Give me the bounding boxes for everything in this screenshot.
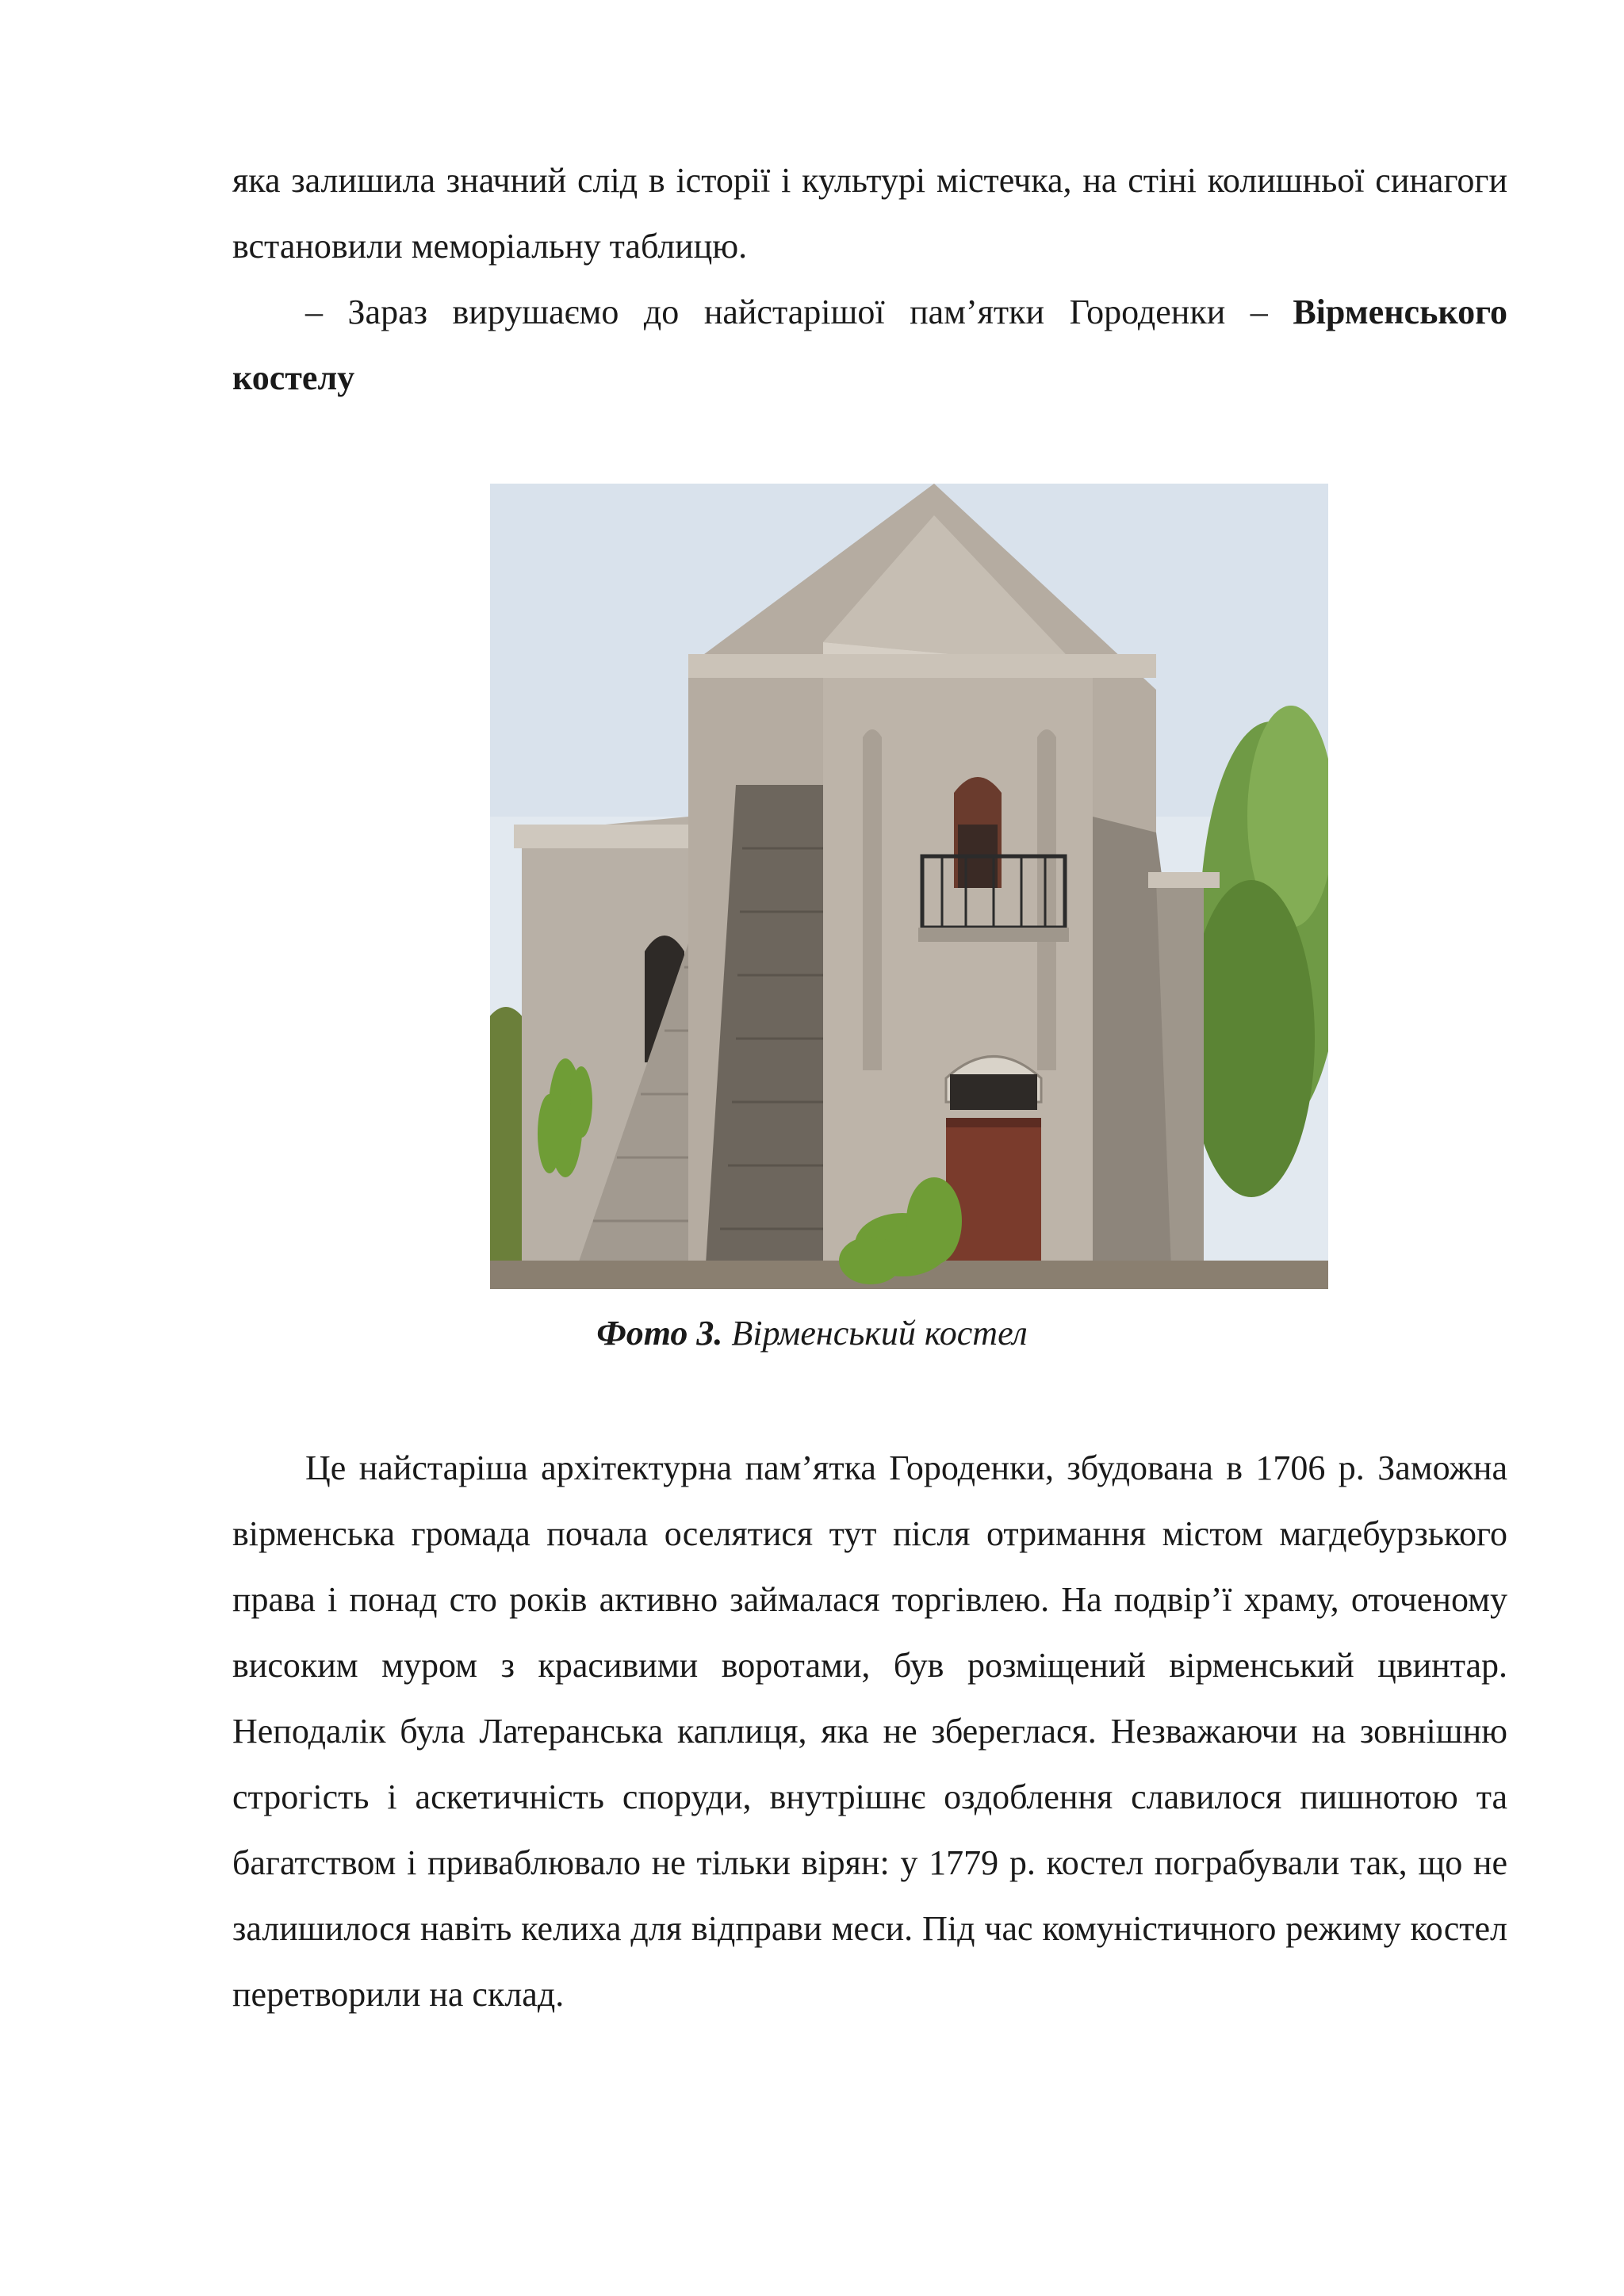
church-photo-illustration [490, 484, 1328, 1289]
paragraph-intro-text: яка залишила значний слід в історії і культурі містечка, на стіні колишньої синагоги встановили меморіальну таблицю. [232, 161, 1507, 266]
paragraph-body-text: Це найстаріша архітектурна пам’ятка Городенки, збудована в 1706 р. Заможна вірменська громада почала оселятися тут після отримання містом магдебурзького права і понад сто років активно займалася торгівлею. На подвір’ї храму, оточеному високим муром з красивими воротами, був розміщений вірменський цвинтар. Неподалік була Латеранська каплиця, яка не збереглася. Незважаючи на зовнішню строгість і аскетичність споруди, внутрішнє оздоблення славилося пишнотою та багатством і приваблювало не тільки вірян: у 1779 р. костел пограбували так, що не залишилося навіть келиха для відправи меси. Під час комуністичного режиму костел перетворили на склад. [232, 1448, 1507, 2014]
paragraph-lead [232, 279, 1507, 411]
caption-label: Фото 3. [596, 1314, 723, 1353]
paragraph-intro [232, 147, 1507, 279]
lead-text: – Зараз вирушаємо до найстарішої пам’ятки Городенки – [305, 293, 1293, 331]
paragraph-lead-text [232, 279, 1507, 411]
church-photo [490, 484, 1328, 1289]
caption-text: Вірменський костел [722, 1314, 1028, 1353]
paragraph-body [232, 1435, 1507, 2027]
photo-caption [0, 1310, 1624, 1357]
lead-bold-text: Вірменського костелу [232, 293, 1507, 397]
